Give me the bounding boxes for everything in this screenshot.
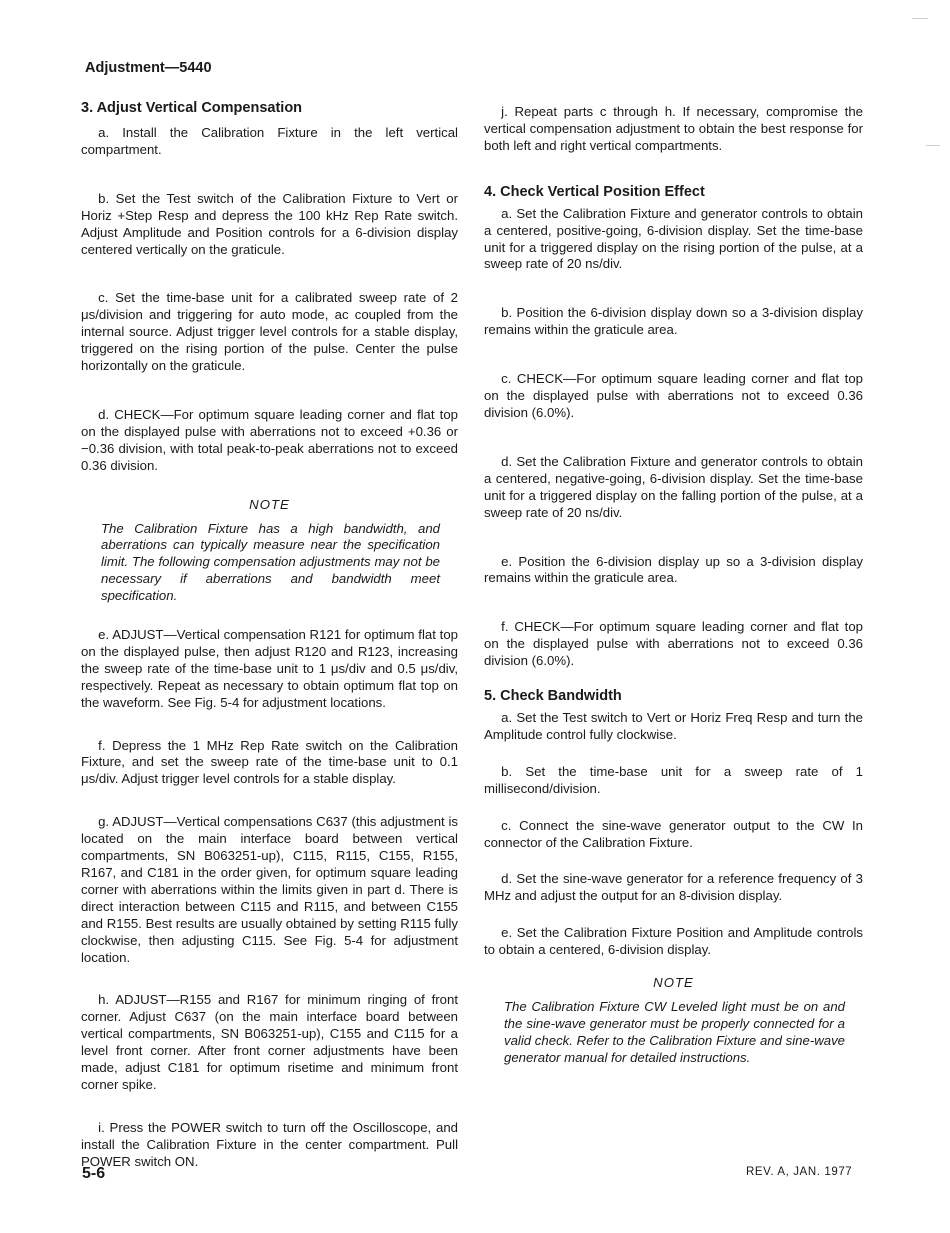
step-3j: j. Repeat parts c through h. If necessary, compromise the vertical compensation adjustment to obtain the best response for both left and right vertical compartments.	[484, 104, 863, 153]
step-3i: i. Press the POWER switch to turn off the Oscilloscope, and install the Calibration Fixture in the center compartment. Pull POWER switch ON.	[81, 1119, 458, 1169]
step-5c: c. Connect the sine-wave generator output to the CW In connector of the Calibration Fixture.	[484, 817, 863, 850]
step-4e: e. Position the 6-division display up so a 3-division display remains within the graticule area.	[484, 553, 863, 586]
note-title: NOTE	[653, 975, 694, 991]
step-5b: b. Set the time-base unit for a sweep rate of 1 millisecond/division.	[484, 763, 863, 796]
step-3h: h. ADJUST—R155 and R167 for minimum ringing of front corner. Adjust C637 (on the main interface board between vertical compartments, SN B063251-up), C155 and C115 for a level front corner. After front corner adjustments have been made, adjust C181 for optimum risetime and minimum front corner spike.	[81, 992, 458, 1092]
step-3g: g. ADJUST—Vertical compensations C637 (this adjustment is located on the main interface board between vertical compartments, SN B063251-up), C115, R115, C155, R155, R167, and C181 in the order given, for optimum square leading corner with aberrations within the limits given in part d. There is direct interaction between C115 and R115, and between C155 and R155. Best results are usually obtained by setting R115 fully clockwise, then adjusting C115. See Fig. 5-4 for adjustment location.	[81, 814, 458, 965]
step-4a: a. Set the Calibration Fixture and generator controls to obtain a centered, positive-going, 6-division display. Set the time-base unit for a triggered display on the rising portion of the pulse, at a sweep rate of 20 ns/div.	[484, 205, 863, 272]
page-number: 5-6	[82, 1165, 106, 1182]
right-column	[484, 104, 863, 1089]
revision-label: REV. A, JAN. 1977	[746, 1166, 853, 1178]
section-5-heading: 5. Check Bandwidth	[484, 688, 622, 705]
step-5e: e. Set the Calibration Fixture Position and Amplitude controls to obtain a centered, 6-division display.	[484, 925, 863, 958]
step-4f: f. CHECK—For optimum square leading corner and flat top on the displayed pulse with aberrations not to exceed 0.36 division (6.0%).	[484, 619, 863, 669]
note-title: NOTE	[249, 496, 290, 512]
scan-mark	[912, 18, 928, 19]
note-text: The Calibration Fixture CW Leveled light must be on and the sine-wave generator must be properly connected for a valid check. Refer to the Calibration Fixture and sine-wave generator manual for detailed instructions.	[504, 999, 845, 1065]
step-4b: b. Position the 6-division display down so a 3-division display remains within the graticule area.	[484, 305, 863, 338]
scan-mark	[926, 145, 940, 146]
left-column	[81, 99, 458, 1203]
step-3f: f. Depress the 1 MHz Rep Rate switch on the Calibration Fixture, and set the sweep rate of the time-base unit to 0.1 μs/div. Adjust trigger level controls for a stable display.	[81, 737, 458, 787]
step-3b: b. Set the Test switch of the Calibration Fixture to Vert or Horiz +Step Resp and depress the 100 kHz Rep Rate switch. Adjust Amplitude and Position controls for a 6-division display centered vertically on the graticule.	[81, 190, 458, 257]
step-3d: d. CHECK—For optimum square leading corner and flat top on the displayed pulse with aberrations not to exceed +0.36 or −0.36 division, with total peak-to-peak aberrations not to exceed 0.36 division.	[81, 406, 458, 473]
note-text: The Calibration Fixture has a high bandwidth, and aberrations can typically measure near the specification limit. The following compensation adjustments may not be necessary if aberrations and bandwidth meet specification.	[101, 520, 440, 604]
step-4d: d. Set the Calibration Fixture and generator controls to obtain a centered, negative-going, 6-division display. Set the time-base unit for a triggered display on the falling portion of the pulse, at a sweep rate of 20 ns/div.	[484, 453, 863, 520]
step-4c: c. CHECK—For optimum square leading corner and flat top on the displayed pulse with aberrations not to exceed 0.36 division (6.0%).	[484, 371, 863, 420]
step-3e: e. ADJUST—Vertical compensation R121 for optimum flat top on the displayed pulse, then adjust R120 and R123, increasing the sweep rate of the time-base unit to 1 μs/div and 0.5 μs/div, respectively. Repeat as necessary to obtain optimum flat top on the waveform. See Fig. 5-4 for adjustment locations.	[81, 627, 458, 710]
step-5a: a. Set the Test switch to Vert or Horiz Freq Resp and turn the Amplitude control fully clockwise.	[484, 710, 863, 742]
step-3c: c. Set the time-base unit for a calibrated sweep rate of 2 μs/division and triggering for auto mode, ac coupled from the internal source. Adjust trigger level controls for a stable display, triggered on the rising portion of the pulse. Center the pulse horizontally on the graticule.	[81, 290, 458, 374]
section-3-heading: 3. Adjust Vertical Compensation	[81, 100, 303, 116]
step-3a: a. Install the Calibration Fixture in the left vertical compartment.	[81, 125, 458, 157]
page-header: Adjustment—5440	[85, 60, 212, 76]
section-4-heading: 4. Check Vertical Position Effect	[484, 183, 705, 200]
step-5d: d. Set the sine-wave generator for a reference frequency of 3 MHz and adjust the output for an 8-division display.	[484, 871, 863, 904]
